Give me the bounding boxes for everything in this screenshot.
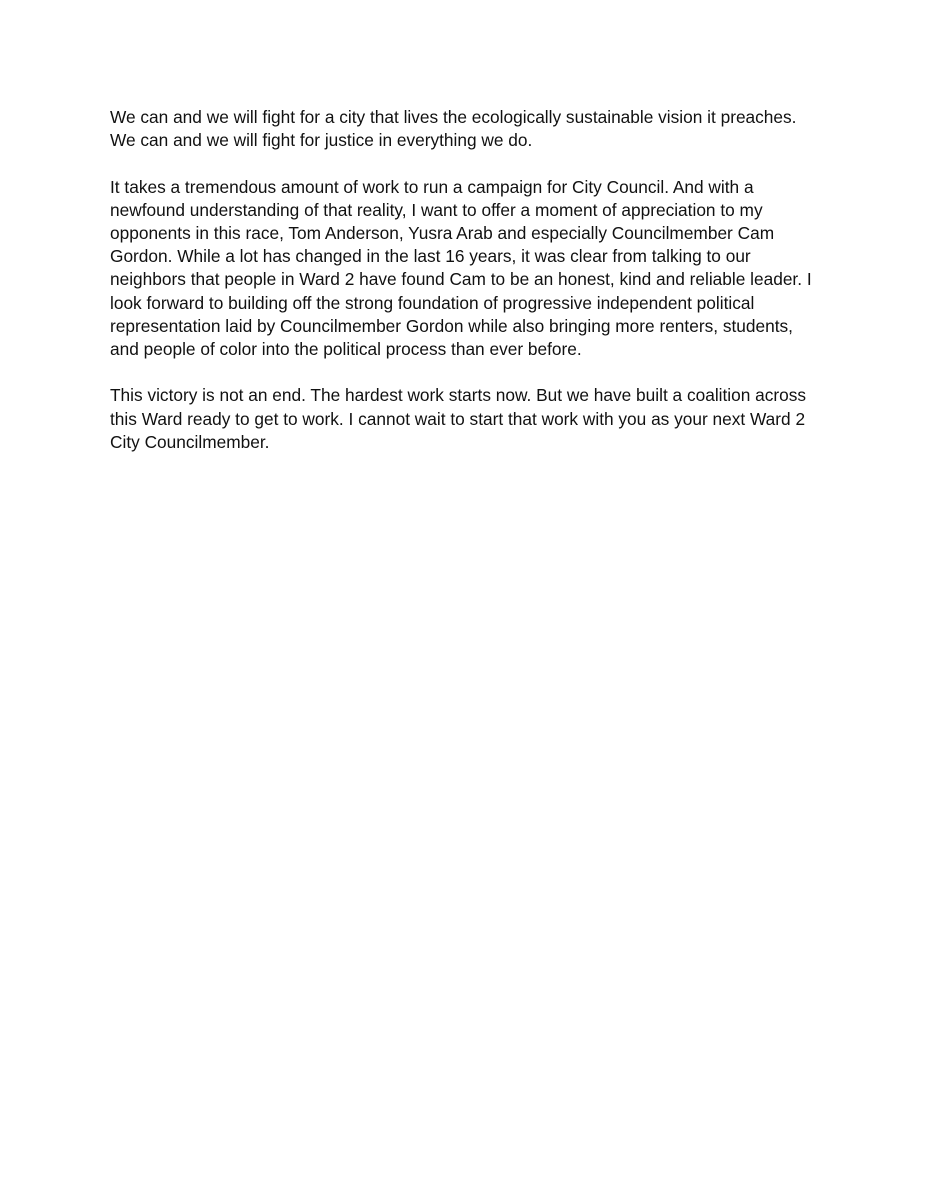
document-body — [110, 106, 822, 477]
text-line: look forward to building off the strong foundation of progressive independent political — [110, 292, 755, 313]
text-line: and people of color into the political process than ever before. — [110, 339, 582, 360]
text-line: this Ward ready to get to work. I cannot wait to start that work with you as your next Ward 2 — [110, 408, 806, 429]
text-line: Gordon. While a lot has changed in the last 16 years, it was clear from talking to our — [110, 246, 751, 267]
text-line: newfound understanding of that reality, I want to offer a moment of appreciation to my — [110, 199, 763, 220]
text-line: We can and we will fight for a city that lives the ecologically sustainable vision it preaches. — [110, 107, 797, 127]
text-line: neighbors that people in Ward 2 have found Cam to be an honest, kind and reliable leader. I — [110, 269, 812, 290]
text-line: opponents in this race, Tom Anderson, Yusra Arab and especially Councilmember Cam — [110, 223, 775, 243]
paragraph-appreciation — [110, 176, 822, 362]
text-line: It takes a tremendous amount of work to run a campaign for City Council. And with a — [110, 176, 754, 197]
text-line: representation laid by Councilmember Gordon while also bringing more renters, students, — [110, 315, 793, 336]
text-line: City Councilmember. — [110, 431, 270, 452]
paragraph-victory — [110, 384, 822, 454]
text-line: This victory is not an end. The hardest work starts now. But we have built a coalition across — [110, 385, 807, 406]
text-line: We can and we will fight for justice in everything we do. — [110, 130, 533, 151]
paragraph-fight-for-city — [110, 106, 822, 152]
